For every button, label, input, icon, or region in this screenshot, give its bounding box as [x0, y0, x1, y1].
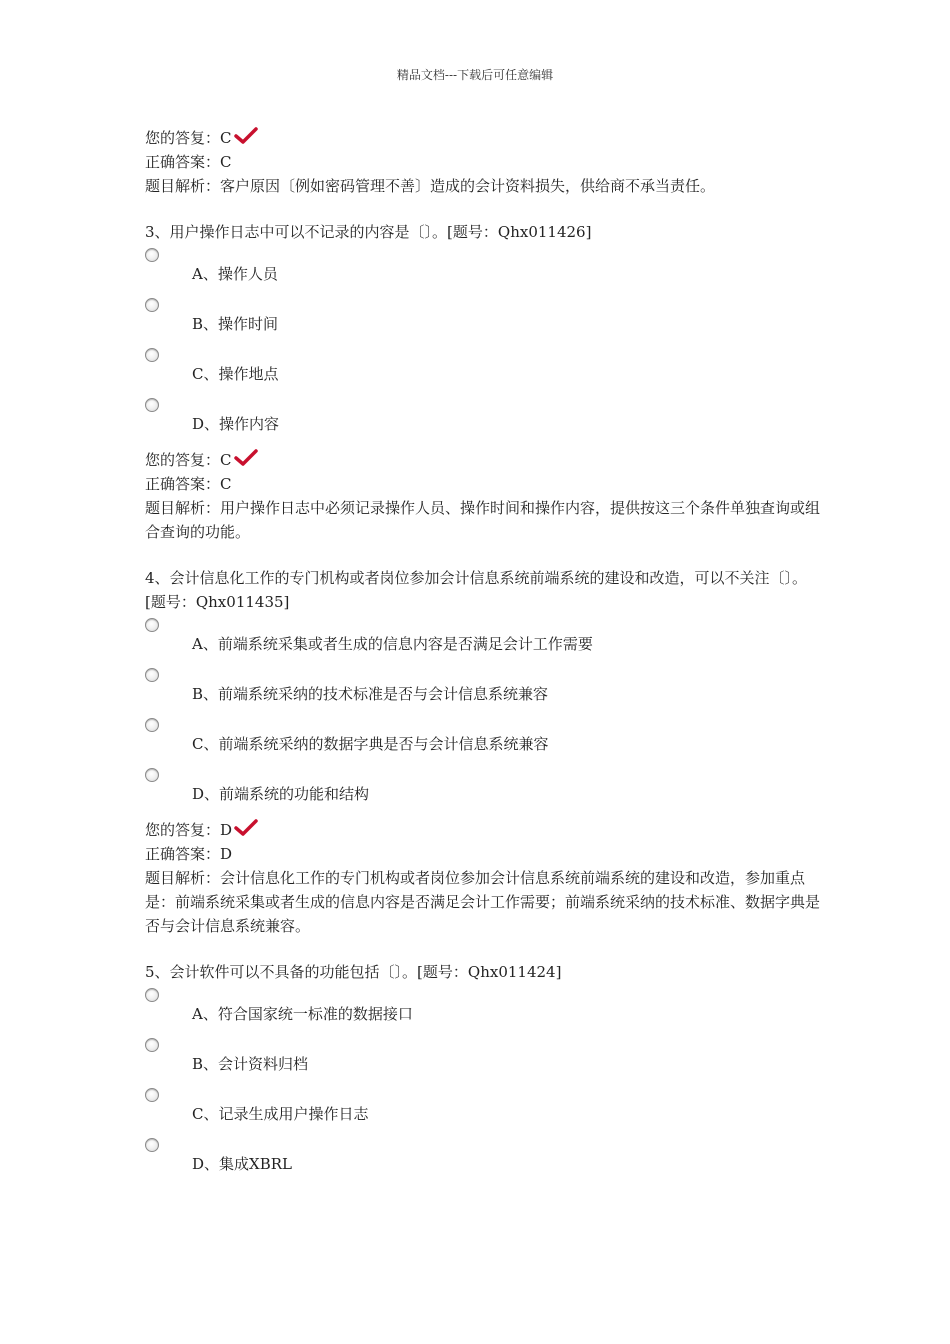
- question-text: 4、会计信息化工作的专门机构或者岗位参加会计信息系统前端系统的建设和改造，可以不关注〔〕。[题号：Qhx011435]: [145, 569, 808, 611]
- document-body: [145, 126, 825, 1188]
- option-label: A、前端系统采集或者生成的信息内容是否满足会计工作需要: [192, 635, 593, 653]
- correct-answer-label: 正确答案：: [145, 475, 221, 493]
- option-label: D、前端系统的功能和结构: [192, 785, 370, 803]
- radio-icon[interactable]: [145, 1138, 159, 1152]
- page-header: 精品文档---下载后可任意编辑: [396, 68, 554, 82]
- your-answer-label: 您的答复：: [145, 129, 221, 147]
- option-label: B、操作时间: [192, 315, 279, 333]
- your-answer-value: C: [220, 451, 232, 469]
- checkmark-icon: [234, 127, 258, 145]
- your-answer-value: C: [220, 129, 232, 147]
- explanation-label: 题目解析：: [145, 499, 221, 517]
- option-b[interactable]: [145, 298, 825, 348]
- your-answer-label: 您的答复：: [145, 821, 221, 839]
- options-list: [145, 248, 825, 448]
- correct-answer-value: C: [220, 475, 232, 493]
- correct-answer-value: D: [220, 845, 233, 863]
- answer-section: [145, 448, 825, 544]
- radio-icon[interactable]: [145, 1038, 159, 1052]
- checkmark-icon: [234, 819, 258, 837]
- your-answer-label: 您的答复：: [145, 451, 221, 469]
- radio-icon[interactable]: [145, 398, 159, 412]
- your-answer-value: D: [220, 821, 233, 839]
- prev-result: [145, 126, 825, 198]
- explanation-line: [145, 496, 825, 544]
- radio-icon[interactable]: [145, 718, 159, 732]
- option-a[interactable]: [145, 618, 825, 668]
- explanation-text: 客户原因〔例如密码管理不善〕造成的会计资料损失，供给商不承当责任。: [220, 177, 716, 195]
- option-label: C、记录生成用户操作日志: [192, 1105, 369, 1123]
- radio-icon[interactable]: [145, 668, 159, 682]
- explanation-label: 题目解析：: [145, 869, 221, 887]
- option-label: B、会计资料归档: [192, 1055, 309, 1073]
- radio-icon[interactable]: [145, 988, 159, 1002]
- option-c[interactable]: [145, 348, 825, 398]
- question-text: 3、用户操作日志中可以不记录的内容是〔〕。[题号：Qhx011426]: [145, 223, 592, 241]
- question-5: [145, 960, 825, 1188]
- explanation-text: 用户操作日志中必须记录操作人员、操作时间和操作内容，提供按这三个条件单独查询或组合查询的功能。: [145, 499, 821, 541]
- correct-answer-label: 正确答案：: [145, 153, 221, 171]
- radio-icon[interactable]: [145, 248, 159, 262]
- explanation-line: [145, 866, 825, 938]
- checkmark-icon: [234, 449, 258, 467]
- question-4: [145, 566, 825, 938]
- your-answer-line: [145, 818, 825, 842]
- option-c[interactable]: [145, 718, 825, 768]
- option-label: D、操作内容: [192, 415, 280, 433]
- question-text: 5、会计软件可以不具备的功能包括〔〕。[题号：Qhx011424]: [145, 963, 562, 981]
- options-list: [145, 618, 825, 818]
- radio-icon[interactable]: [145, 618, 159, 632]
- option-label: C、操作地点: [192, 365, 279, 383]
- answer-section: [145, 818, 825, 938]
- option-label: C、前端系统采纳的数据字典是否与会计信息系统兼容: [192, 735, 549, 753]
- radio-icon[interactable]: [145, 298, 159, 312]
- explanation-line: [145, 174, 825, 198]
- correct-answer-line: [145, 472, 825, 496]
- explanation-text: 会计信息化工作的专门机构或者岗位参加会计信息系统前端系统的建设和改造，参加重点是：前端系统采集或者生成的信息内容是否满足会计工作需要；前端系统采纳的技术标准、数据字典是否与会计信息系统兼容。: [145, 869, 821, 935]
- correct-answer-line: [145, 150, 825, 174]
- question-3: [145, 220, 825, 544]
- option-b[interactable]: [145, 668, 825, 718]
- correct-answer-value: C: [220, 153, 232, 171]
- correct-answer-label: 正确答案：: [145, 845, 221, 863]
- option-label: D、集成XBRL: [192, 1155, 292, 1173]
- radio-icon[interactable]: [145, 348, 159, 362]
- your-answer-line: [145, 448, 825, 472]
- option-d[interactable]: [145, 398, 825, 448]
- radio-icon[interactable]: [145, 768, 159, 782]
- option-c[interactable]: [145, 1088, 825, 1138]
- correct-answer-line: [145, 842, 825, 866]
- option-label: A、符合国家统一标准的数据接口: [192, 1005, 413, 1023]
- option-d[interactable]: [145, 768, 825, 818]
- options-list: [145, 988, 825, 1188]
- option-label: B、前端系统采纳的技术标准是否与会计信息系统兼容: [192, 685, 549, 703]
- radio-icon[interactable]: [145, 1088, 159, 1102]
- option-b[interactable]: [145, 1038, 825, 1088]
- option-a[interactable]: [145, 248, 825, 298]
- option-label: A、操作人员: [192, 265, 278, 283]
- explanation-label: 题目解析：: [145, 177, 221, 195]
- option-a[interactable]: [145, 988, 825, 1038]
- option-d[interactable]: [145, 1138, 825, 1188]
- your-answer-line: [145, 126, 825, 150]
